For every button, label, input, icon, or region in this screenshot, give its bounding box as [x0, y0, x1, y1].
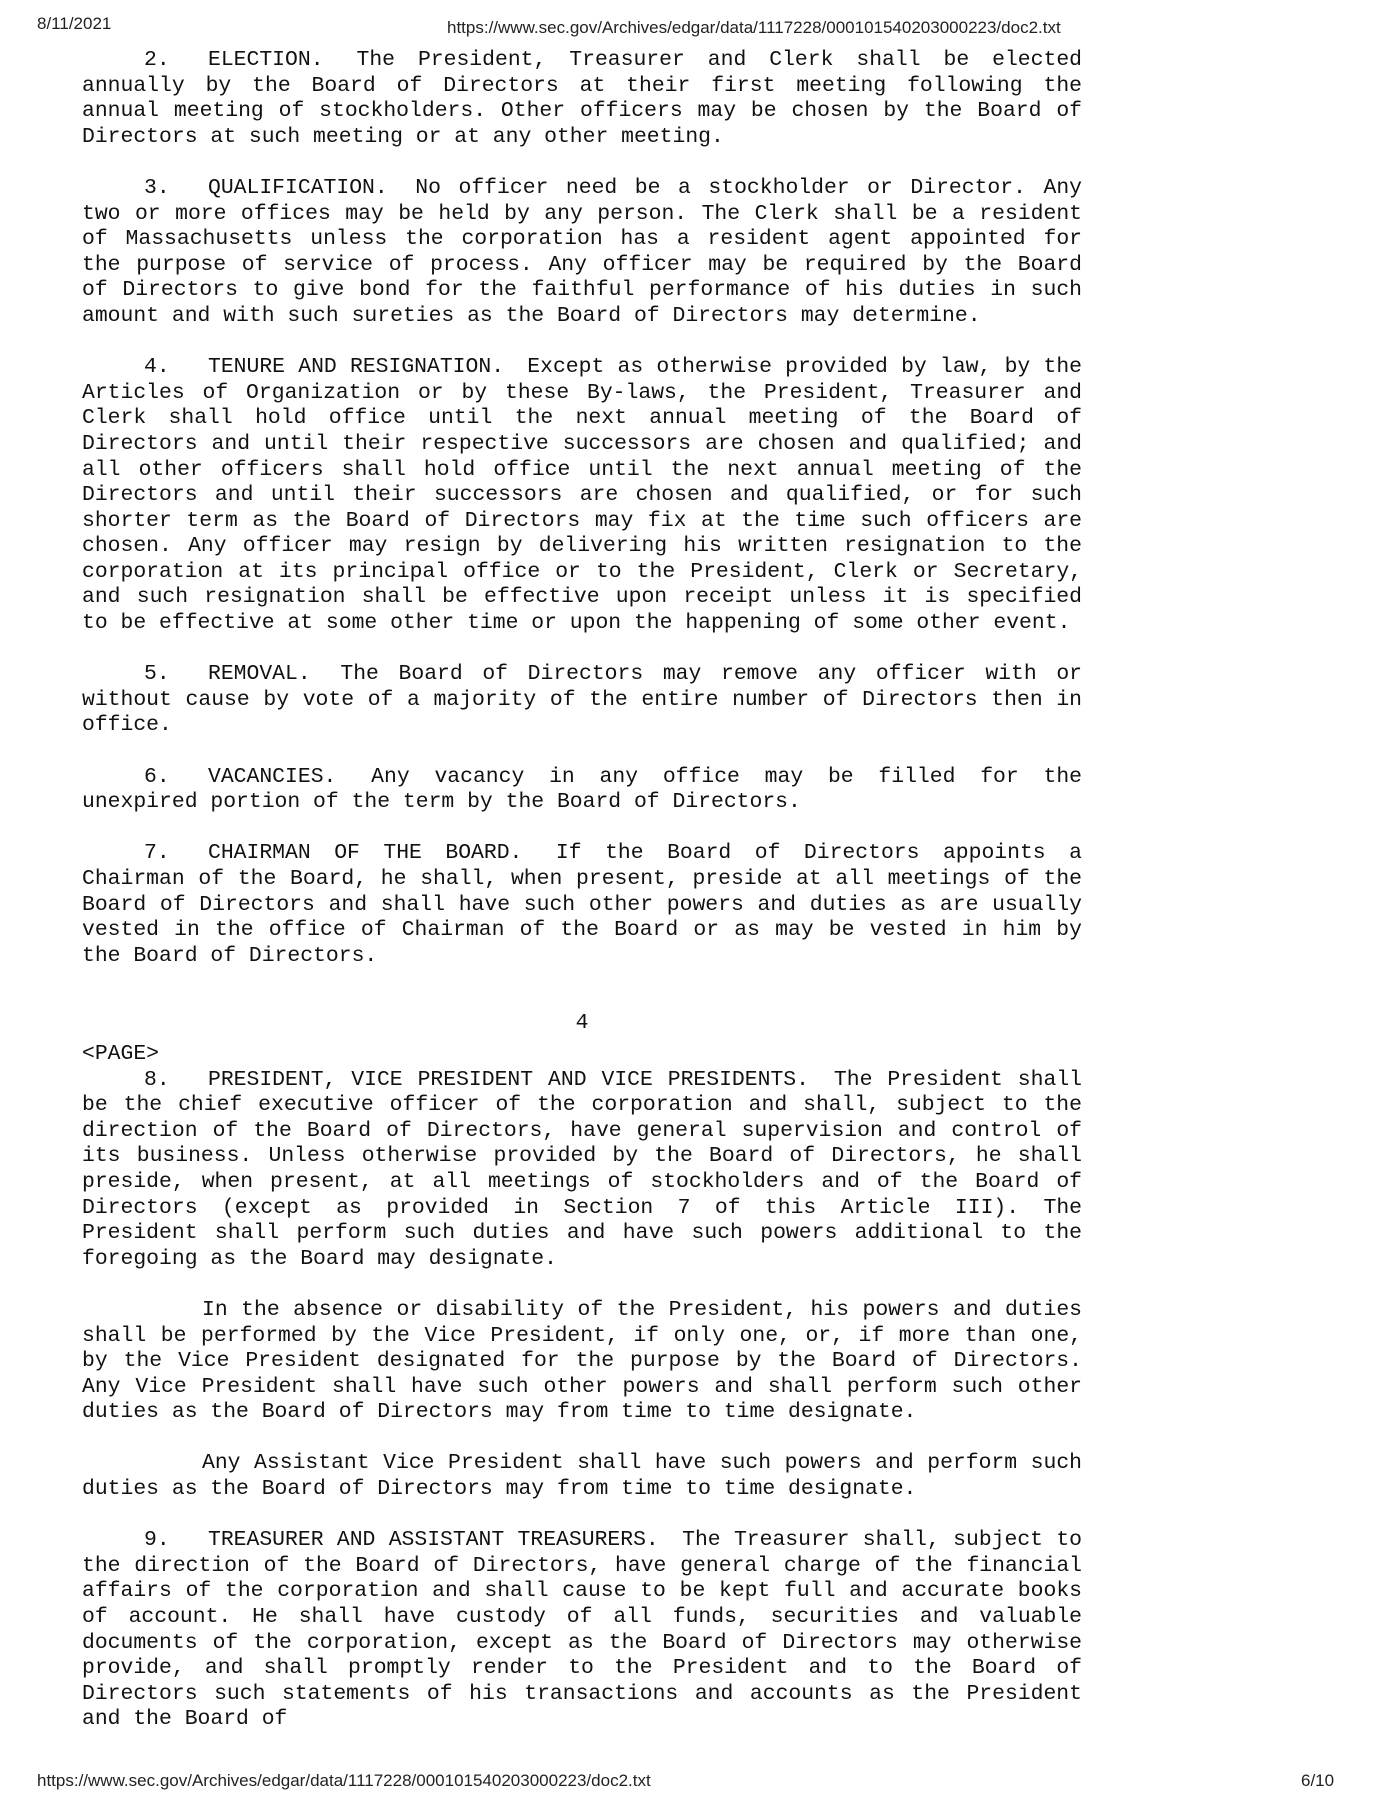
section-heading: PRESIDENT, VICE PRESIDENT AND VICE PRESIDENTS. [208, 1067, 809, 1092]
section-text: Any vacancy in any office may be filled for the unexpired portion of the term by the Board of Directors. [82, 764, 1082, 815]
section-tenure-and-resignation [82, 355, 1082, 637]
section-text: The Board of Directors may remove any officer with or without cause by vote of a majority of the entire number of Directors then in office. [82, 662, 1082, 738]
section-election [82, 48, 1082, 150]
section-heading: REMOVAL. [208, 662, 311, 687]
page-number: 4 [575, 1011, 589, 1036]
section-number: 5. [144, 662, 170, 687]
section-president [82, 1068, 1082, 1273]
section-text: Except as otherwise provided by law, by the Articles of Organization or by these By-laws, the President, Treasurer and Clerk shall hold office until the next annual meeting of the Board of Directors and until their respective successors are chosen and qualified; and all other officers shall hold office until the next annual meeting of the Directors and until their successors are chosen and qualified, or for such shorter term as the Board of Directors may fix at the time such officers are chosen. Any officer may resign by delivering his written resignation to the corporation at its principal office or to the President, Clerk or Secretary, and such resignation shall be effective upon receipt unless it is specified to be effective at some other time or upon the happening of some other event. [82, 355, 1082, 636]
section-number: 4. [144, 355, 170, 380]
section-vacancies [82, 765, 1082, 816]
section-text: The President shall be the chief executive officer of the corporation and shall, subject to the direction of the Board of Directors, have general supervision and control of its business. Unless otherwise provided by the Board of Directors, he shall preside, when present, at all meetings of stockholders and of the Board of Directors (except as provided in Section 7 of this Article III). The President shall perform such duties and have such powers additional to the foregoing as the Board may designate. [82, 1067, 1082, 1271]
section-number: 2. [144, 48, 170, 72]
paragraph-text: Any Assistant Vice President shall have such powers and perform such duties as the Board of Directors may from time to time designate. [82, 1451, 1082, 1502]
section-heading: VACANCIES. [208, 764, 337, 789]
document-body [82, 48, 1082, 1759]
paragraph-vice-president [82, 1298, 1082, 1426]
section-heading: TREASURER AND ASSISTANT TREASURERS. [208, 1528, 659, 1553]
print-header-date: 8/11/2021 [37, 14, 112, 33]
section-heading: CHAIRMAN OF THE BOARD. [208, 841, 523, 866]
section-number: 3. [144, 175, 170, 200]
section-text: The President, Treasurer and Clerk shall be elected annually by the Board of Directors at their first meeting following the annual meeting of stockholders. Other officers may be chosen by the Board of Directors at such meeting or at any other meeting. [82, 48, 1082, 149]
print-footer-url: https://www.sec.gov/Archives/edgar/data/1117228/000101540203000223/doc2.txt [37, 1771, 651, 1790]
section-number: 6. [144, 764, 170, 789]
section-number: 8. [144, 1067, 170, 1092]
print-header-url: https://www.sec.gov/Archives/edgar/data/1117228/000101540203000223/doc2.txt [447, 18, 1061, 37]
section-heading: QUALIFICATION. [208, 175, 388, 200]
section-text: No officer need be a stockholder or Director. Any two or more offices may be held by any person. The Clerk shall be a resident of Massachusetts unless the corporation has a resident agent appointed for the purpose of service of process. Any officer may be required by the Board of Directors to give bond for the faithful performance of his duties in such amount and with such sureties as the Board of Directors may determine. [82, 175, 1082, 328]
paragraph-text: In the absence or disability of the President, his powers and duties shall be performed by the Vice President, if only one, or, if more than one, by the Vice President designated for the purpose by the Board of Directors. Any Vice President shall have such other powers and shall perform such other duties as the Board of Directors may from time to time designate. [82, 1297, 1082, 1425]
paragraph-assistant-vice-president [82, 1451, 1082, 1502]
page-tag: <PAGE> [82, 1041, 160, 1066]
section-text: If the Board of Directors appoints a Chairman of the Board, he shall, when present, preside at all meetings of the Board of Directors and shall have such other powers and duties as are usually vested in the office of Chairman of the Board or as may be vested in him by the Board of Directors. [82, 841, 1082, 968]
section-text: The Treasurer shall, subject to the direction of the Board of Directors, have general charge of the financial affairs of the corporation and shall cause to be kept full and accurate books of account. He shall have custody of all funds, securities and valuable documents of the corporation, except as the Board of Directors may otherwise provide, and shall promptly render to the President and to the Board of Directors such statements of his transactions and accounts as the President and the Board of [82, 1528, 1083, 1732]
print-footer-page-count: 6/10 [1301, 1771, 1335, 1790]
section-chairman-of-the-board [82, 841, 1082, 969]
section-number: 9. [144, 1528, 170, 1553]
section-heading: TENURE AND RESIGNATION. [208, 355, 505, 380]
section-treasurer [82, 1528, 1082, 1733]
section-number: 7. [144, 841, 170, 866]
section-qualification [82, 176, 1082, 330]
section-removal [82, 662, 1082, 739]
section-heading: ELECTION. [208, 48, 324, 72]
